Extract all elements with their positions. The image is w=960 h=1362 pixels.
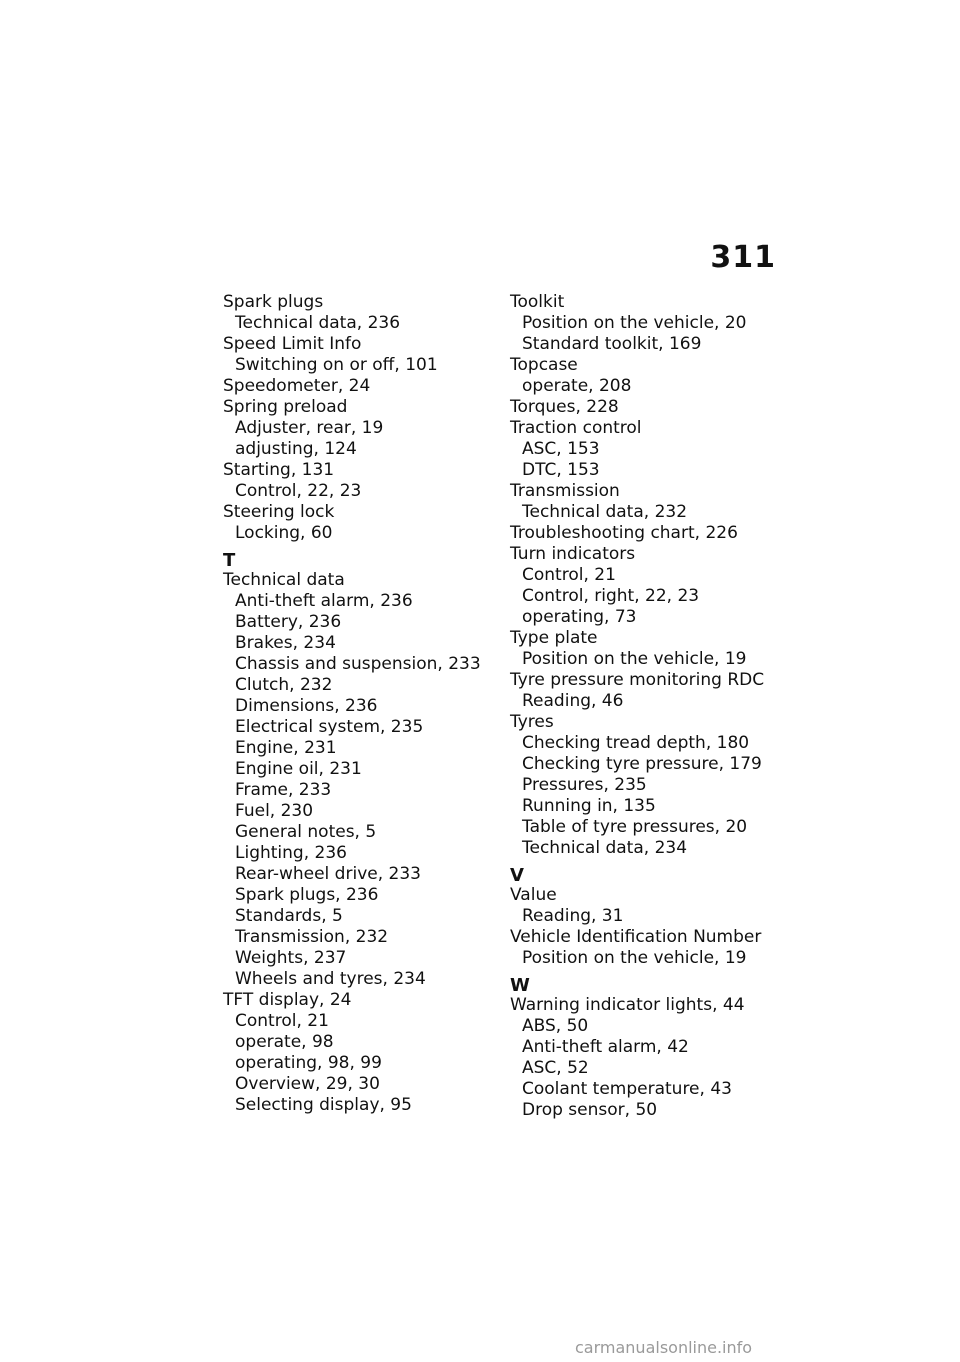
index-subentry: Standard toolkit, 169 xyxy=(522,334,702,354)
index-subentry: Clutch, 232 xyxy=(235,675,333,695)
index-entry: Value xyxy=(510,885,557,905)
index-subentry: Technical data, 232 xyxy=(522,502,688,522)
index-subentry: Table of tyre pressures, 20 xyxy=(522,817,748,837)
index-subentry: Checking tread depth, 180 xyxy=(522,733,750,753)
index-subentry: Anti-theft alarm, 42 xyxy=(522,1037,689,1057)
index-entry: Traction control xyxy=(510,418,642,438)
index-subentry: Electrical system, 235 xyxy=(235,717,424,737)
index-entry: Tyres xyxy=(510,712,554,732)
index-subentry: Transmission, 232 xyxy=(235,927,389,947)
index-subentry: Position on the vehicle, 19 xyxy=(522,948,747,968)
index-entry: Starting, 131 xyxy=(223,460,335,480)
index-entry: TFT display, 24 xyxy=(223,990,352,1010)
index-subentry: Running in, 135 xyxy=(522,796,656,816)
index-entry: Tyre pressure monitoring RDC xyxy=(510,670,765,690)
index-entry: Type plate xyxy=(510,628,598,648)
index-subentry: Control, 21 xyxy=(522,565,616,585)
index-entry: Vehicle Identification Number xyxy=(510,927,762,947)
index-subentry: Locking, 60 xyxy=(235,523,333,543)
index-entry: Transmission xyxy=(510,481,620,501)
index-entry: Steering lock xyxy=(223,502,335,522)
index-subentry: Technical data, 234 xyxy=(522,838,688,858)
watermark-text: carmanualsonline.info xyxy=(575,1338,753,1357)
index-subentry: Control, 21 xyxy=(235,1011,329,1031)
index-section-letter: V xyxy=(510,865,524,886)
index-subentry: Fuel, 230 xyxy=(235,801,314,821)
index-section-letter: T xyxy=(223,550,236,571)
index-subentry: Rear-wheel drive, 233 xyxy=(235,864,421,884)
index-subentry: Battery, 236 xyxy=(235,612,342,632)
index-subentry: Reading, 31 xyxy=(522,906,624,926)
index-entry: Spark plugs xyxy=(223,292,324,312)
index-subentry: Engine, 231 xyxy=(235,738,337,758)
index-subentry: Reading, 46 xyxy=(522,691,624,711)
index-subentry: Pressures, 235 xyxy=(522,775,647,795)
index-subentry: Coolant temperature, 43 xyxy=(522,1079,732,1099)
index-subentry: Chassis and suspension, 233 xyxy=(235,654,481,674)
index-subentry: Switching on or off, 101 xyxy=(235,355,438,375)
index-subentry: Drop sensor, 50 xyxy=(522,1100,658,1120)
index-column-right xyxy=(510,292,790,1121)
index-entry: Torques, 228 xyxy=(510,397,619,417)
index-subentry: Selecting display, 95 xyxy=(235,1095,412,1115)
index-subentry: General notes, 5 xyxy=(235,822,377,842)
index-entry: Turn indicators xyxy=(510,544,636,564)
index-subentry: operating, 98, 99 xyxy=(235,1053,382,1073)
index-section-letter: W xyxy=(510,975,530,996)
index-entry: Troubleshooting chart, 226 xyxy=(510,523,738,543)
index-subentry: Frame, 233 xyxy=(235,780,332,800)
index-subentry: operate, 208 xyxy=(522,376,632,396)
index-subentry: Overview, 29, 30 xyxy=(235,1074,380,1094)
index-subentry: operating, 73 xyxy=(522,607,637,627)
index-subentry: Dimensions, 236 xyxy=(235,696,378,716)
index-subentry: Brakes, 234 xyxy=(235,633,336,653)
index-subentry: Lighting, 236 xyxy=(235,843,347,863)
index-subentry: Standards, 5 xyxy=(235,906,343,926)
index-subentry: operate, 98 xyxy=(235,1032,334,1052)
index-subentry: Engine oil, 231 xyxy=(235,759,362,779)
index-subentry: Spark plugs, 236 xyxy=(235,885,379,905)
index-subentry: adjusting, 124 xyxy=(235,439,357,459)
index-subentry: ASC, 52 xyxy=(522,1058,589,1078)
index-subentry: Position on the vehicle, 20 xyxy=(522,313,747,333)
page-number: 311 xyxy=(710,240,776,275)
index-subentry: DTC, 153 xyxy=(522,460,600,480)
index-subentry: ABS, 50 xyxy=(522,1016,589,1036)
index-subentry: Position on the vehicle, 19 xyxy=(522,649,747,669)
index-subentry: Checking tyre pressure, 179 xyxy=(522,754,762,774)
index-subentry: Technical data, 236 xyxy=(235,313,401,333)
index-column-left xyxy=(223,292,503,1116)
index-subentry: Adjuster, rear, 19 xyxy=(235,418,384,438)
index-subentry: ASC, 153 xyxy=(522,439,600,459)
index-subentry: Anti-theft alarm, 236 xyxy=(235,591,413,611)
index-entry: Warning indicator lights, 44 xyxy=(510,995,745,1015)
index-entry: Technical data xyxy=(223,570,345,590)
index-entry: Toolkit xyxy=(510,292,565,312)
index-entry: Spring preload xyxy=(223,397,348,417)
index-subentry: Control, 22, 23 xyxy=(235,481,362,501)
index-entry: Speed Limit Info xyxy=(223,334,362,354)
index-entry: Speedometer, 24 xyxy=(223,376,371,396)
index-entry: Topcase xyxy=(510,355,578,375)
index-subentry: Wheels and tyres, 234 xyxy=(235,969,426,989)
index-subentry: Control, right, 22, 23 xyxy=(522,586,700,606)
index-subentry: Weights, 237 xyxy=(235,948,347,968)
